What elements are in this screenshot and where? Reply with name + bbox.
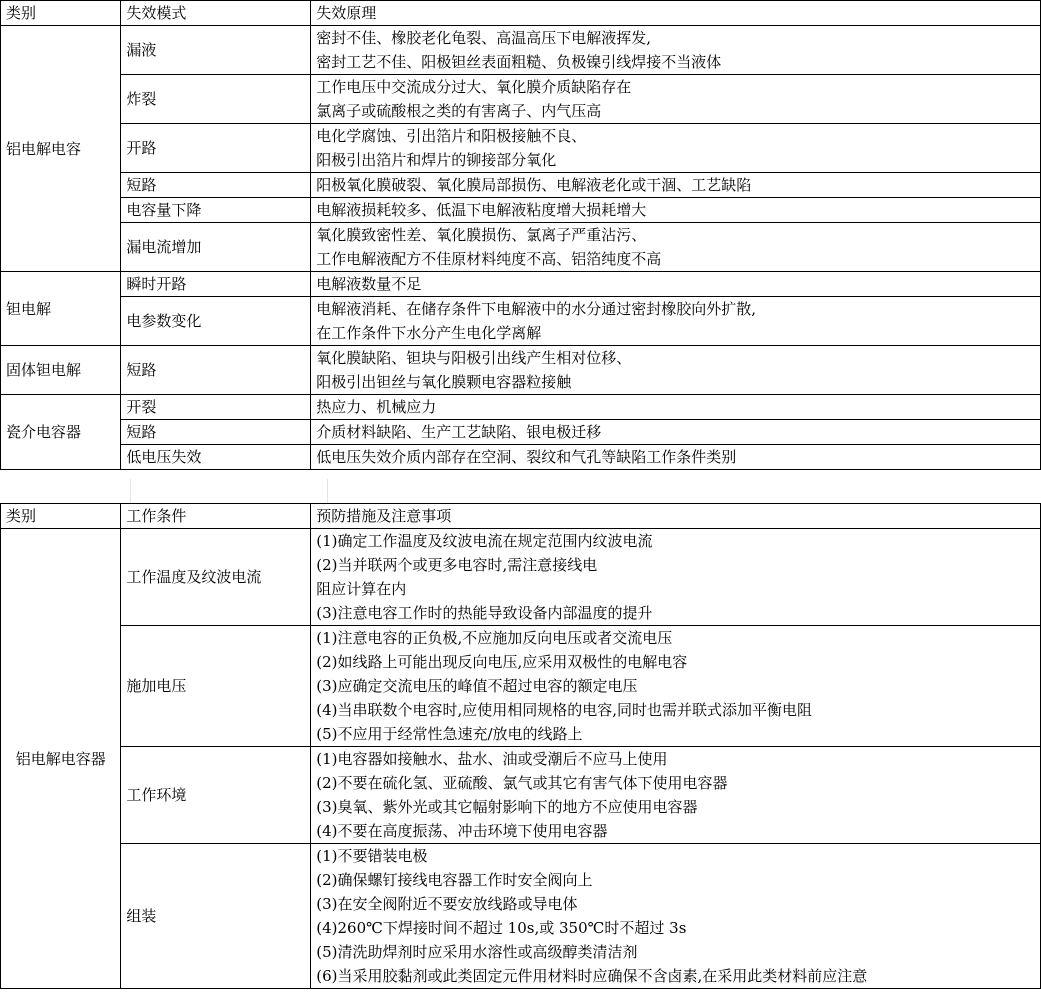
table-row [1, 420, 1041, 445]
failure-mode-cell[interactable]: 炸裂 [121, 75, 311, 124]
cell-line: 阻应计算在内 [316, 580, 407, 598]
failure-mode-cell[interactable]: 电参数变化 [121, 297, 311, 346]
cell-line: (3)应确定交流电压的峰值不超过电容的额定电压 [316, 677, 638, 695]
header-cell[interactable]: 失效模式 [121, 1, 311, 26]
failure-mode-cell[interactable]: 漏液 [121, 26, 311, 75]
cell-line: (3)在安全阀附近不要安放线路或导电体 [316, 895, 578, 913]
header-cell[interactable]: 类别 [1, 1, 121, 26]
cell-line: (2)不要在硫化氢、亚硫酸、氯气或其它有害气体下使用电容器 [316, 774, 728, 792]
cell-line: 电化学腐蚀、引出箔片和阳极接触不良、 [316, 127, 587, 145]
failure-reason-cell[interactable] [311, 272, 1041, 297]
failure-mode-cell[interactable]: 开路 [121, 124, 311, 173]
table-row [1, 297, 1041, 346]
table-row [1, 26, 1041, 75]
table-row [1, 75, 1041, 124]
cell-line: (4)260℃下焊接时间不超过 10s,或 350℃时不超过 3s [316, 919, 687, 937]
table-row [1, 445, 1041, 470]
cell-line: (4)当串联数个电容时,应使用相同规格的电容,同时也需并联式添加平衡电阻 [316, 701, 813, 719]
cell-line: 氧化膜致密性差、氧化膜损伤、氯离子严重沾污、 [316, 226, 647, 244]
prevention-measures-cell[interactable] [311, 747, 1041, 844]
table-row [1, 272, 1041, 297]
cell-line: (1)电容器如接触水、盐水、油或受潮后不应马上使用 [316, 750, 668, 768]
prevention-measures-table [0, 503, 1041, 989]
table-row [1, 395, 1041, 420]
cell-line: 介质材料缺陷、生产工艺缺陷、银电极迁移 [316, 423, 602, 441]
category-cell[interactable]: 固体钽电解 [1, 346, 121, 395]
category-cell[interactable]: 钽电解 [1, 272, 121, 346]
failure-mode-cell[interactable]: 漏电流增加 [121, 223, 311, 272]
cell-line: 电解液数量不足 [316, 275, 422, 293]
table-row [1, 747, 1041, 844]
cell-line: (2)如线路上可能出现反向电压,应采用双极性的电解电容 [316, 653, 688, 671]
failure-mode-cell[interactable]: 开裂 [121, 395, 311, 420]
working-condition-cell[interactable]: 工作环境 [121, 747, 311, 844]
prevention-measures-cell[interactable] [311, 626, 1041, 747]
failure-mode-cell[interactable]: 低电压失效 [121, 445, 311, 470]
cell-line: 电解液消耗、在储存条件下电解液中的水分通过密封橡胶向外扩散, [316, 300, 757, 318]
header-row [1, 504, 1041, 529]
cell-line: 阳极引出钽丝与氧化膜颗电容器粒接触 [316, 373, 572, 391]
failure-reason-cell[interactable] [311, 223, 1041, 272]
cell-line: 热应力、机械应力 [316, 398, 437, 416]
prevention-measures-cell[interactable] [311, 844, 1041, 989]
cell-line: (6)当采用胶黏剂或此类固定元件用材料时应确保不含卤素,在采用此类材料前应注意 [316, 967, 868, 985]
prevention-measures-cell[interactable] [311, 529, 1041, 626]
cell-line: (3)臭氧、紫外光或其它幅射影响下的地方不应使用电容器 [316, 798, 698, 816]
category-cell[interactable]: 瓷介电容器 [1, 395, 121, 470]
cell-line: 电解液损耗较多、低温下电解液粘度增大损耗增大 [316, 201, 647, 219]
failure-mode-cell[interactable]: 短路 [121, 346, 311, 395]
cell-line: 氯离子或硫酸根之类的有害离子、内气压高 [316, 102, 602, 120]
cell-line: (4)不要在高度振荡、冲击环境下使用电容器 [316, 822, 608, 840]
table-row [1, 124, 1041, 173]
header-cell[interactable]: 类别 [1, 504, 121, 529]
header-cell[interactable]: 失效原理 [311, 1, 1041, 26]
cell-line: 阳极引出箔片和焊片的铆接部分氧化 [316, 151, 557, 169]
failure-mode-cell[interactable]: 短路 [121, 173, 311, 198]
failure-reason-cell[interactable] [311, 346, 1041, 395]
failure-reason-cell[interactable] [311, 124, 1041, 173]
table-row [1, 529, 1041, 626]
failure-reason-cell[interactable] [311, 297, 1041, 346]
category-cell[interactable]: 铝电解电容器 [1, 529, 121, 989]
cell-line: 氧化膜缺陷、钽块与阳极引出线产生相对位移、 [316, 349, 632, 367]
cell-line: 阳极氧化膜破裂、氧化膜局部损伤、电解液老化或干涸、工艺缺陷 [316, 176, 752, 194]
table-row [1, 844, 1041, 989]
failure-reason-cell[interactable] [311, 395, 1041, 420]
working-condition-cell[interactable]: 工作温度及纹波电流 [121, 529, 311, 626]
cell-line: 密封工艺不佳、阳极钽丝表面粗糙、负极镍引线焊接不当液体 [316, 53, 722, 71]
failure-reason-cell[interactable] [311, 445, 1041, 470]
header-row [1, 1, 1041, 26]
failure-mode-cell[interactable]: 短路 [121, 420, 311, 445]
failure-reason-cell[interactable] [311, 26, 1041, 75]
failure-reason-cell[interactable] [311, 420, 1041, 445]
failure-reason-cell[interactable] [311, 173, 1041, 198]
table-row [1, 346, 1041, 395]
category-cell[interactable]: 铝电解电容 [1, 26, 121, 272]
cell-line: 工作电解液配方不佳原材料纯度不高、铝箔纯度不高 [316, 250, 662, 268]
cell-line: 工作电压中交流成分过大、氧化膜介质缺陷存在 [316, 78, 632, 96]
failure-mode-table [0, 0, 1041, 470]
failure-reason-cell[interactable] [311, 75, 1041, 124]
cell-line: 在工作条件下水分产生电化学离解 [316, 324, 542, 342]
cell-line: (5)清洗助焊剂时应采用水溶性或高级醇类清洁剂 [316, 943, 638, 961]
cell-line: 低电压失效介质内部存在空洞、裂纹和气孔等缺陷工作条件类别 [316, 448, 737, 466]
cell-line: (2)当并联两个或更多电容时,需注意接线电 [316, 556, 598, 574]
table-row [1, 626, 1041, 747]
working-condition-cell[interactable]: 施加电压 [121, 626, 311, 747]
cell-line: 密封不佳、橡胶老化龟裂、高温高压下电解液挥发, [316, 29, 652, 47]
header-cell[interactable]: 工作条件 [121, 504, 311, 529]
table-row [1, 223, 1041, 272]
working-condition-cell[interactable]: 组装 [121, 844, 311, 989]
table-row [1, 198, 1041, 223]
cell-line: (2)确保螺钉接线电容器工作时安全阀向上 [316, 871, 593, 889]
cell-line: (1)确定工作温度及纹波电流在规定范围内纹波电流 [316, 532, 653, 550]
failure-reason-cell[interactable] [311, 198, 1041, 223]
cell-line: (3)注意电容工作时的热能导致设备内部温度的提升 [316, 604, 653, 622]
failure-mode-cell[interactable]: 电容量下降 [121, 198, 311, 223]
header-cell[interactable]: 预防措施及注意事项 [311, 504, 1041, 529]
table-row [1, 173, 1041, 198]
cell-line: (1)注意电容的正负极,不应施加反向电压或者交流电压 [316, 629, 673, 647]
spreadsheet-blank-row[interactable] [0, 479, 1041, 503]
cell-line: (1)不要错装电极 [316, 847, 428, 865]
cell-line: (5)不应用于经常性急速充/放电的线路上 [316, 725, 583, 743]
failure-mode-cell[interactable]: 瞬时开路 [121, 272, 311, 297]
